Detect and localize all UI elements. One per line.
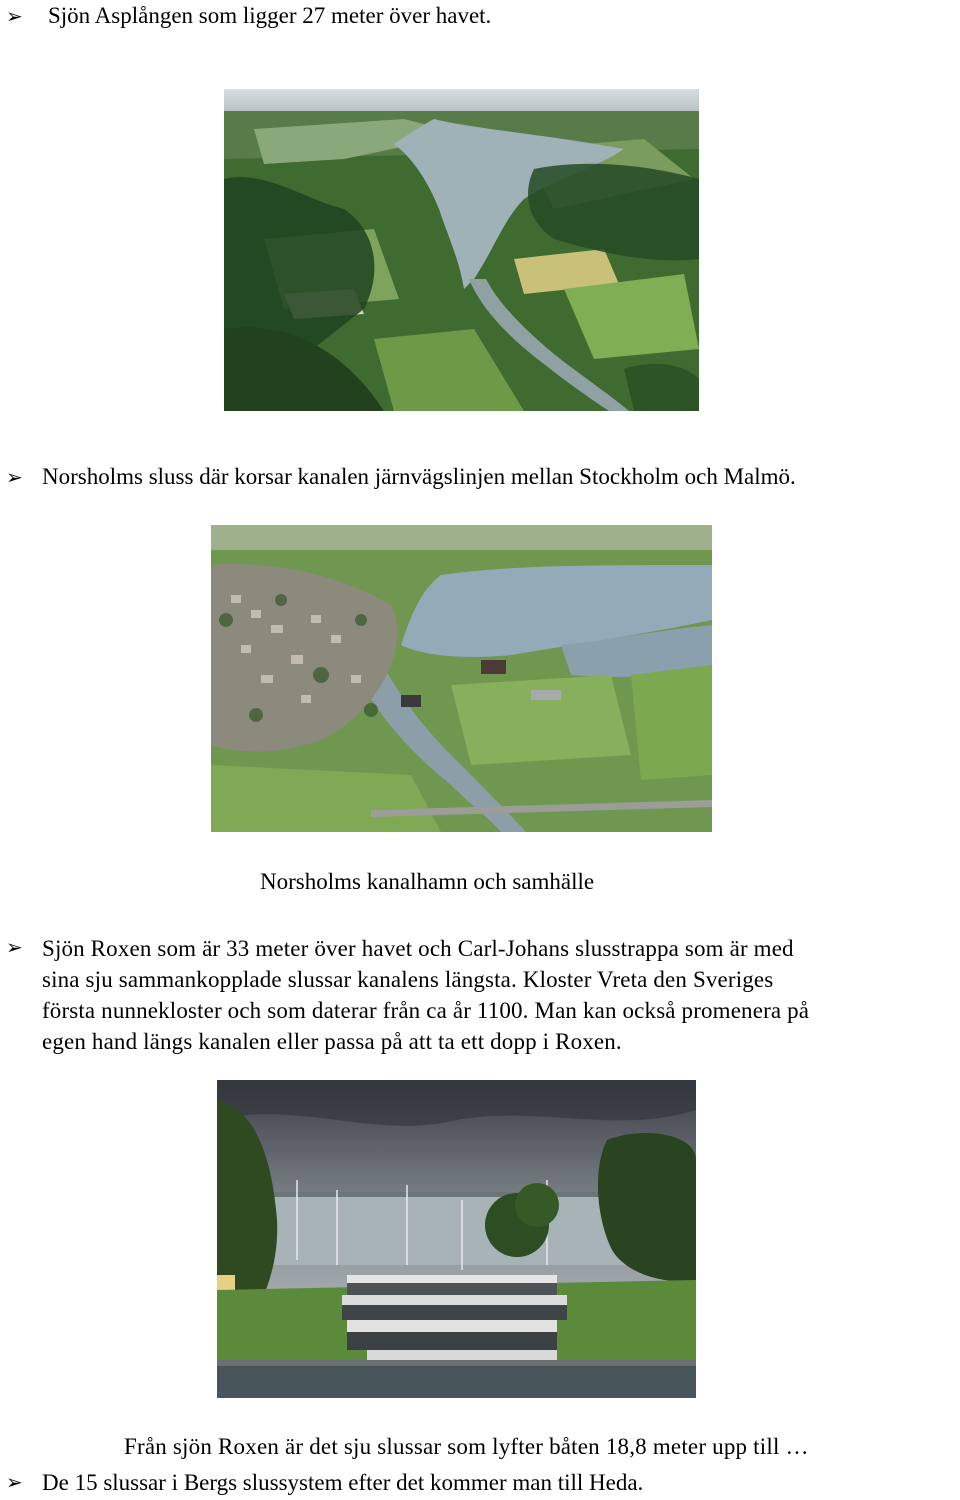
bullet-arrow-icon: ➢ [6,467,23,489]
norsholm-caption: Norsholms kanalhamn och samhälle [260,869,595,894]
bullet-arrow-icon: ➢ [6,6,23,28]
roxen-line-2: sina sju sammankopplade slussar kanalens längsta. Kloster Vreta den Sveriges [42,967,774,992]
roxen-line-4: egen hand längs kanalen eller passa på att ta ett dopp i Roxen. [42,1029,622,1054]
roxen-locks-caption: Från sjön Roxen är det sju slussar som lyfter båten 18,8 meter upp till … [124,1434,809,1459]
roxen-line-3: första nunnekloster och som daterar från ca år 1100. Man kan också promenera på [42,998,810,1023]
bullet-arrow-icon: ➢ [6,937,23,959]
bullet-arrow-icon: ➢ [6,1472,23,1494]
roxen-line-1: Sjön Roxen som är 33 meter över havet och Carl-Johans slusstrappa som är med [42,936,794,961]
item-norsholm-text: Norsholms sluss där korsar kanalen järnvägslinjen mellan Stockholm och Malmö. [42,464,796,489]
item-asplangen-text: Sjön Asplången som ligger 27 meter över havet. [48,3,492,28]
item-roxen-paragraph [42,933,960,1057]
asplangen-aerial-photo [224,89,699,411]
norsholm-aerial-photo [211,525,712,832]
item-bergs-text: De 15 slussar i Bergs slussystem efter det kommer man till Heda. [42,1470,644,1495]
carl-johan-locks-photo [217,1080,696,1398]
